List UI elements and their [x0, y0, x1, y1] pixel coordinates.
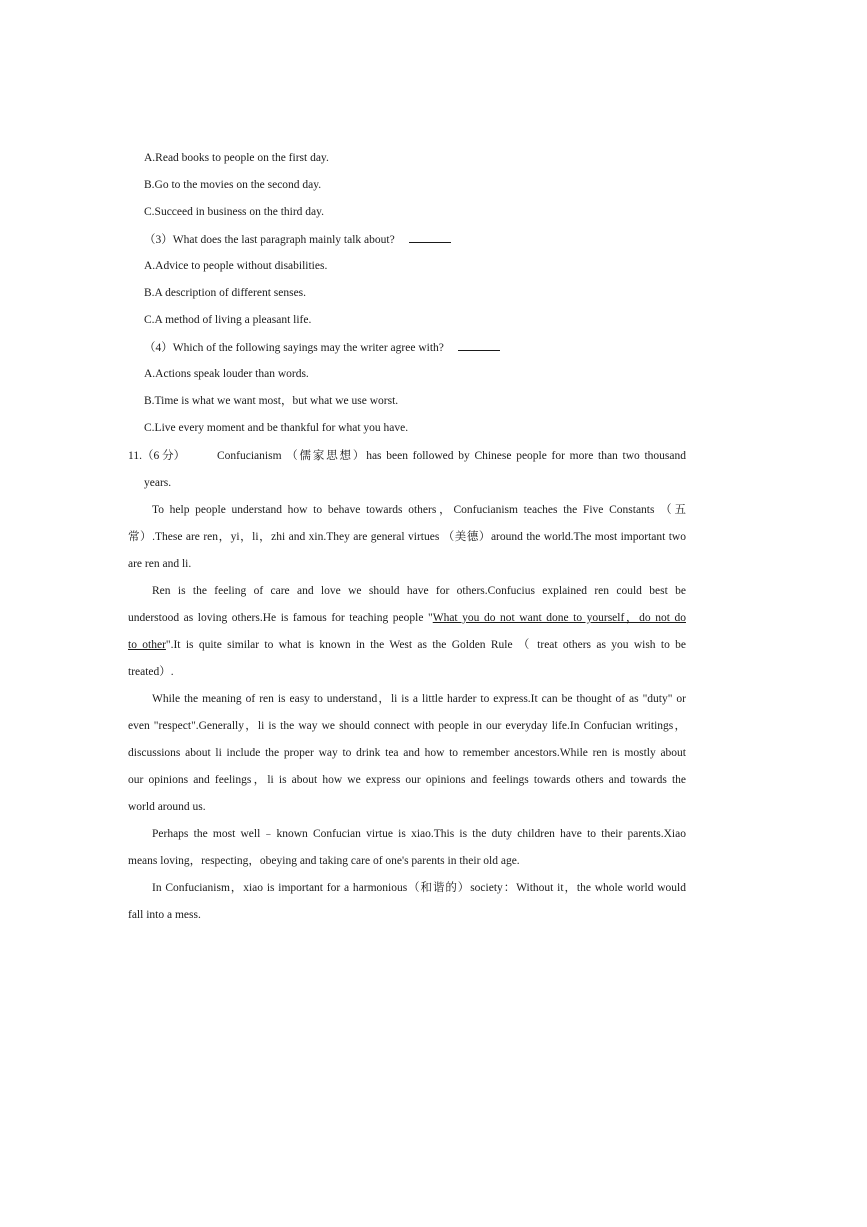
option-2a: A.Read books to people on the first day.: [144, 152, 329, 164]
question-4-text: （4）Which of the following sayings may the writer agree with?: [144, 342, 444, 354]
paragraph-1-line-2: 常）.These are ren，yi，li，zhi and xin.They are general virtues （美德）around the world.The most important two: [128, 531, 686, 543]
passage-intro-line-2: years.: [144, 477, 172, 489]
paragraph-3-line-2: even "respect".Generally，li is the way we should connect with people in our everyday life.In Confucian writings，: [128, 720, 686, 732]
paragraph-3-line-3: discussions about li include the proper way to drink tea and how to remember ancestors.While ren is mostly about: [128, 747, 686, 759]
paragraph-3-line-4: our opinions and feelings，li is about how we express our opinions and feelings towards others and towards the: [128, 774, 686, 786]
paragraph-2-line-3-text: ".It is quite similar to what is known in the West as the Golden Rule （ treat others as you wish to be: [165, 639, 687, 651]
paragraph-3-line-5: world around us.: [128, 801, 206, 813]
paragraph-3-line-1: While the meaning of ren is easy to understand，li is a little harder to express.It can be thought of as "duty" or: [152, 693, 686, 705]
option-4c: C.Live every moment and be thankful for what you have.: [144, 422, 409, 434]
option-2b: B.Go to the movies on the second day.: [144, 179, 322, 191]
option-4b: B.Time is what we want most，but what we use worst.: [144, 395, 399, 407]
option-4a: A.Actions speak louder than words.: [144, 368, 309, 380]
paragraph-5-line-2: fall into a mess.: [128, 909, 201, 921]
paragraph-1-line-3: are ren and li.: [128, 558, 192, 570]
paragraph-5-line-1: In Confucianism，xiao is important for a harmonious（和谐的）society：Without it，the whole world would: [152, 882, 686, 894]
paragraph-2-line-1: Ren is the feeling of care and love we should have for others.Confucius explained ren could best be: [152, 585, 686, 597]
option-2c: C.Succeed in business on the third day.: [144, 206, 325, 218]
question-3-text: （3）What does the last paragraph mainly talk about?: [144, 234, 395, 246]
question-3-stem: [144, 232, 451, 247]
option-3a: A.Advice to people without disabilities.: [144, 260, 328, 272]
underlined-quote-part-2: to other: [128, 639, 166, 651]
paragraph-2-line-3: [128, 638, 686, 652]
option-3b: B.A description of different senses.: [144, 287, 307, 299]
passage-intro-line-1: Confucianism （儒家思想）has been followed by Chinese people for more than two thousand: [217, 450, 686, 462]
option-3c: C.A method of living a pleasant life.: [144, 314, 312, 326]
paragraph-2-line-2-text: understood as loving others.He is famous for teaching people ": [128, 612, 433, 624]
paragraph-2-line-2: [128, 611, 686, 625]
question-4-stem: [144, 340, 500, 355]
paragraph-2-line-4: treated）.: [128, 666, 174, 678]
answer-blank-4[interactable]: [458, 340, 500, 351]
question-11-number: 11.（6 分）: [128, 450, 186, 462]
underlined-quote-part-1: What you do not want done to yourself，do not do: [432, 612, 686, 624]
paragraph-4-line-1: Perhaps the most well﹣known Confucian virtue is xiao.This is the duty children have to their parents.Xiao: [152, 828, 686, 840]
answer-blank-3[interactable]: [409, 232, 451, 243]
paragraph-4-line-2: means loving，respecting，obeying and taking care of one's parents in their old age.: [128, 855, 520, 867]
paragraph-1-line-1: To help people understand how to behave towards others，Confucianism teaches the Five Constants （五: [152, 504, 686, 516]
